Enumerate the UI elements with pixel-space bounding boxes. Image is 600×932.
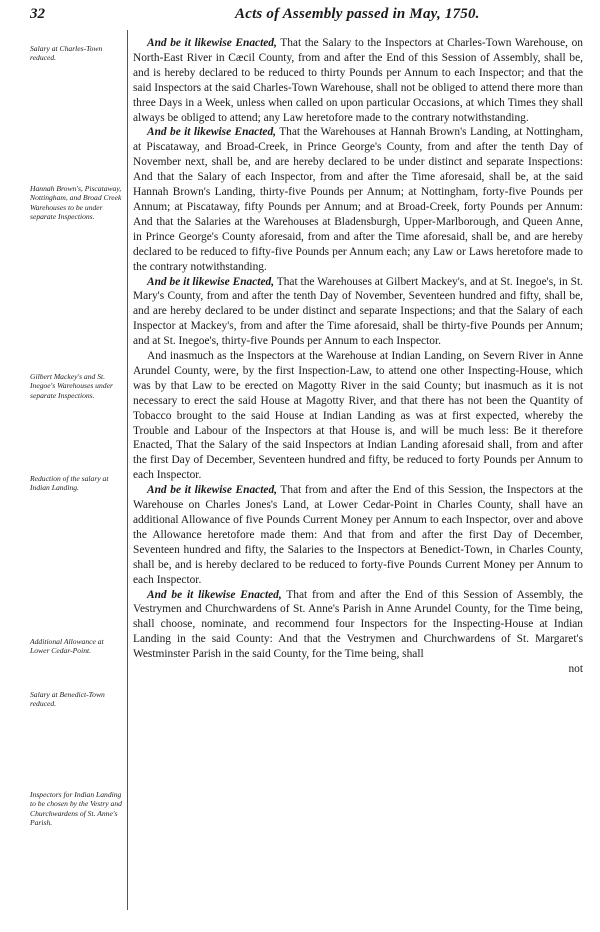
marginal-note: Salary at Benedict-Town reduced. xyxy=(30,690,105,709)
page-header xyxy=(30,4,586,28)
marginal-note: Additional Allowance at Lower Cedar-Point. xyxy=(30,637,104,656)
paragraph: And be it likewise Enacted, That the Warehouses at Gilbert Mackey's, and at St. Inegoe's, in St. Mary's County, from and after the tenth Day of November, Seventeen hundred and fifty, shall be, and are hereby declared to be under distinct and separate Inspections; and that the Salary of each Inspector at Mackey's, from and after the Time aforesaid, shall be thirty-five Pounds per Annum; and at St. Inegoe's, thirty-five Pounds per Annum to each Inspector. xyxy=(133,275,583,348)
marginal-note: Gilbert Mackey's and St. Inegoe's Warehouses under separate Inspections. xyxy=(30,372,113,400)
paragraph: And be it likewise Enacted, That from and after the End of this Session, the Inspectors at the Warehouse on Charles Jones's Land, at Lower Cedar-Point in Charles County, shall have an additional Allowance of five Pounds Current Money per Annum to each Inspector, over and above the Allowance heretofore made them: And that from and after the first Day of December, Seventeen hundred and fifty, the Salaries to the Inspectors at Benedict-Town, in Charles County, shall be, and is hereby declared to be reduced to forty-five Pounds Current Money per Annum to each Inspector. xyxy=(133,484,583,586)
catchword: not xyxy=(568,663,583,676)
page-number: 32 xyxy=(30,6,45,22)
paragraph: And be it likewise Enacted, That from and after the End of this Session of Assembly, the Vestrymen and Churchwardens of St. Anne's Parish in Anne Arundel County, for the Time being, shall choose, nominate, and recommend four Inspectors for the Inspecting-House at Indian Landing in the said County: And that the Vestrymen and Churchwardens of St. Margaret's Westminster Parish in the said County, for the Time being, shall xyxy=(133,588,583,661)
marginal-note: Inspectors for Indian Landing to be chosen by the Vestry and Churchwardens of St. Anne's Parish. xyxy=(30,790,122,828)
marginal-note: Hannah Brown's, Piscataway, Nottingham, and Broad Creek Warehouses to be under separate Inspections. xyxy=(30,184,122,222)
marginal-note: Reduction of the salary at Indian Landing. xyxy=(30,474,109,493)
body-text xyxy=(133,36,583,677)
paragraph: And inasmuch as the Inspectors at the Warehouse at Indian Landing, on Severn River in Anne Arundel County, were, by the first Inspection-Law, to attend one other Inspecting-House, which was by that Law to be erected on Magotty River in the said County; but inasmuch as it is not necessary to erect the said House at Magotty River, and that there has not been the Quantity of Tobacco brought to the said House at Indian Landing as was at first expected, whereby the Trouble and Labour of the Inspectors at that House is, and will be much less: Be it therefore Enacted, That the Salary of the said Inspectors at Indian Landing aforesaid shall, from and after the first Day of December, Seventeen hundred and fifty, be reduced to forty Pounds per Annum to each Inspector. xyxy=(133,350,583,482)
marginal-note: Salary at Charles-Town reduced. xyxy=(30,44,103,63)
paragraph: And be it likewise Enacted, That the Salary to the Inspectors at Charles-Town Warehouse, on North-East River in Cæcil County, from and after the End of this Session of Assembly, shall be, and is hereby declared to be reduced to thirty Pounds per Annum to each Inspector; and that the said Inspectors at the said Charles-Town Warehouse, shall not be obliged to attend there more than three Days in a Week, unless when called on upon particular Occasions, at which Times they shall always be obliged to attend; any Law heretofore made to the contrary notwithstanding. xyxy=(133,37,583,124)
paragraph: And be it likewise Enacted, That the Warehouses at Hannah Brown's Landing, at Nottingham, at Piscataway, and Broad-Creek, in Prince George's County, from and after the tenth Day of November next, shall be, and are hereby declared to be under distinct and separate Inspections: And that the Salary of each Inspector, from and after the Time aforesaid, shall be, at the said Hannah Brown's Landing, thirty-five Pounds per Annum; at Nottingham, forty-five Pounds per Annum; at Piscataway, fifty Pounds per Annum; and at Broad-Creek, forty Pounds per Annum: And that the Salaries at the Warehouses at Bladensburgh, Upper-Marlborough, and Queen Anne, in Prince George's County aforesaid, from and after the Time aforesaid, shall be, and are hereby declared to be reduced to fifty-five Pounds per Annum each; any Law or Laws heretofore made to the contrary notwithstanding. xyxy=(133,126,583,273)
running-title: Acts of Assembly passed in May, 1750. xyxy=(235,6,480,22)
margin-rule xyxy=(127,30,128,910)
